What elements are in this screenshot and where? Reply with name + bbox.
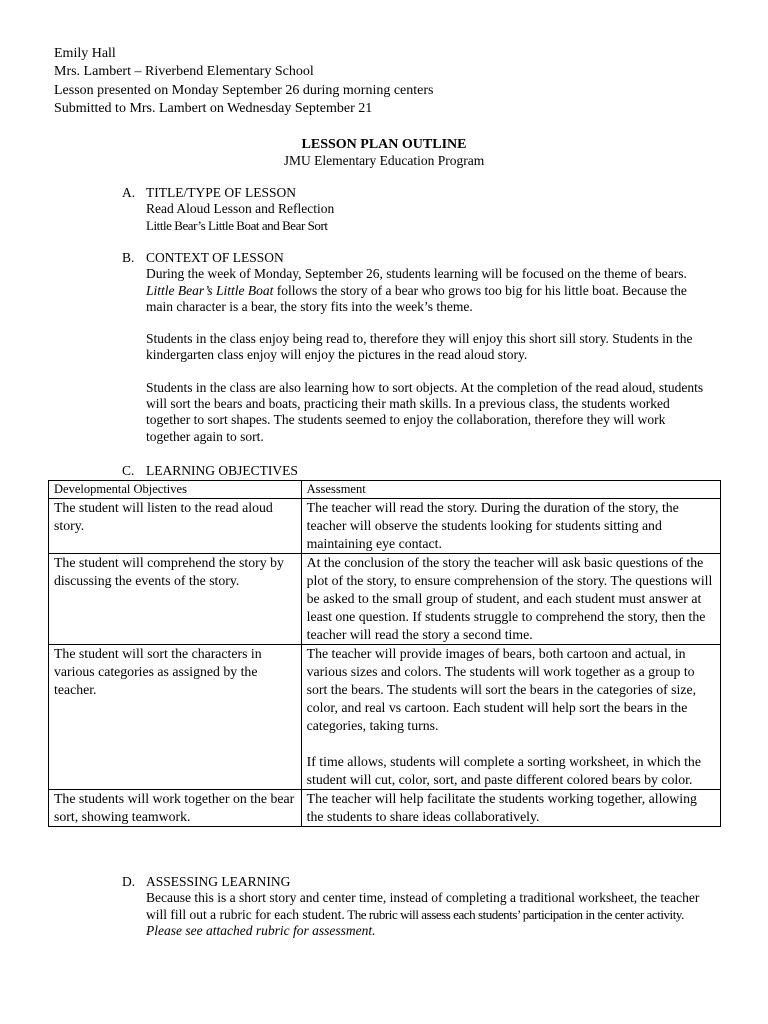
section-heading <box>122 250 712 266</box>
assessment-cell: The teacher will help facilitate the students working together, allowing the students to share ideas collaboratively. <box>301 790 720 827</box>
document-subtitle: JMU Elementary Education Program <box>283 153 485 168</box>
section-letter: A. <box>122 185 136 200</box>
assessing-paragraph <box>146 890 712 939</box>
section-letter: B. <box>122 250 135 265</box>
section-body <box>146 201 712 234</box>
title-block <box>0 136 768 169</box>
section-letter: D. <box>122 874 136 889</box>
table-row <box>49 645 721 790</box>
section-heading <box>122 463 712 479</box>
rubric-note: Please see attached rubric for assessment. <box>146 922 376 938</box>
section-objectives <box>122 463 712 479</box>
section-body <box>146 890 712 939</box>
assessment-cell <box>301 645 720 790</box>
section-heading-text: CONTEXT OF LESSON <box>146 250 284 265</box>
table-header-row <box>49 481 721 499</box>
assessment-cell: The teacher will read the story. During the duration of the story, the teacher will observe the students looking for students sitting and maintaining eye contact. <box>301 499 720 554</box>
section-context <box>122 250 712 445</box>
author-header <box>54 45 433 119</box>
assessing-text: The rubric will assess each students’ participation in the center activity. <box>344 906 684 922</box>
context-text: follows the story of a bear who grows too big for his little boat. Because the main character is a bear, the story fits into the week’s theme. <box>146 282 687 314</box>
assessing-text: Because this is a short story and center time, instead of completing a traditional worksheet, the teacher will fill out a rubric for each student. <box>146 890 700 922</box>
teacher-school: Mrs. Lambert – Riverbend Elementary School <box>54 64 314 80</box>
submitted-date: Submitted to Mrs. Lambert on Wednesday September 21 <box>54 101 373 117</box>
context-paragraph-1 <box>146 266 712 315</box>
author-name: Emily Hall <box>54 46 116 61</box>
objective-cell: The students will work together on the bear sort, showing teamwork. <box>49 790 302 827</box>
context-paragraph-2: Students in the class enjoy being read to, therefore they will enjoy this short sill story. Students in the kindergarten class enjoy will enjoy the pictures in the read aloud story. <box>146 331 693 363</box>
assessment-text: If time allows, students will complete a sorting worksheet, in which the student will cut, color, sort, and paste different colored bears by color. <box>306 754 701 787</box>
table-row <box>49 499 721 554</box>
document-title: LESSON PLAN OUTLINE <box>301 137 467 152</box>
section-heading <box>122 874 712 890</box>
section-letter: C. <box>122 463 135 478</box>
assessment-cell: At the conclusion of the story the teacher will ask basic questions of the plot of the story, to ensure comprehension of the story. The questions will be asked to the small group of student, and each student must answer at least one question. If students struggle to comprehend the story, then the teacher will read the story a second time. <box>301 554 720 645</box>
section-body <box>146 266 712 445</box>
objectives-table <box>48 480 721 827</box>
lesson-title: Little Bear’s Little Boat and Bear Sort <box>146 217 328 233</box>
section-heading-text: LEARNING OBJECTIVES <box>146 463 298 478</box>
context-paragraph-3: Students in the class are also learning how to sort objects. At the completion of the read aloud, students will sort the bears and boats, practicing their math skills. In a previous class, the students worked together to sort shapes. The students seemed to enjoy the collaboration, therefore they will work together again to sort. <box>146 379 704 444</box>
presented-date: Lesson presented on Monday September 26 during morning centers <box>54 82 434 98</box>
book-title: Little Bear’s Little Boat <box>146 282 274 298</box>
assessment-text: The teacher will provide images of bears, both cartoon and actual, in various sizes and colors. The students will work together as a group to sort the bears. The students will sort the bears in the categories of size, color, and real vs cartoon. Each student will help sort the bears in the categories, taking turns. <box>306 646 697 733</box>
table-row <box>49 790 721 827</box>
table-row <box>49 554 721 645</box>
objective-cell: The student will sort the characters in various categories as assigned by the teacher. <box>49 645 302 790</box>
section-title-type <box>122 185 712 234</box>
section-heading-text: TITLE/TYPE OF LESSON <box>146 185 296 200</box>
objective-cell: The student will comprehend the story by discussing the events of the story. <box>49 554 302 645</box>
context-text: During the week of Monday, September 26, students learning will be focused on the theme of bears. <box>146 266 687 282</box>
column-header-assessment: Assessment <box>301 481 720 499</box>
section-assessing <box>122 874 712 939</box>
lesson-type: Read Aloud Lesson and Reflection <box>146 201 335 217</box>
section-heading <box>122 185 712 201</box>
section-heading-text: ASSESSING LEARNING <box>146 874 291 889</box>
objective-cell: The student will listen to the read aloud story. <box>49 499 302 554</box>
column-header-objectives: Developmental Objectives <box>49 481 302 499</box>
